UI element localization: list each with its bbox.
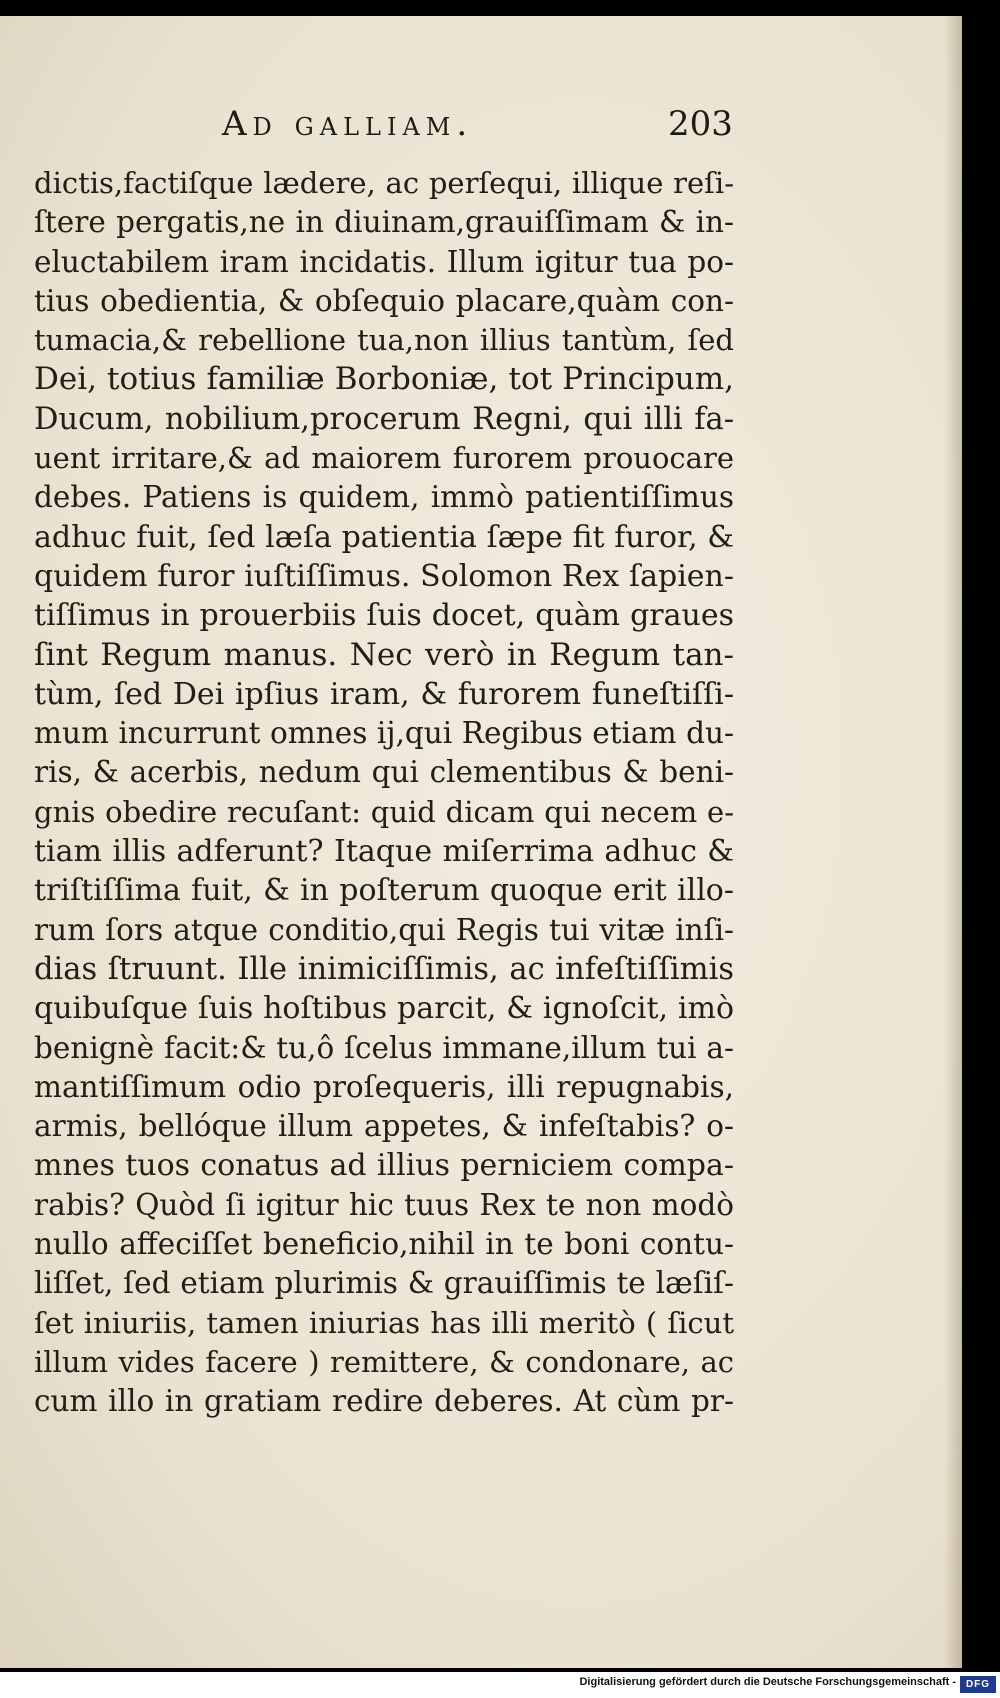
text-line: quidem furor iuſtiſſimus. Solomon Rex ſapien- <box>34 558 734 594</box>
text-line: triſtiſſima fuit, & in poſterum quoque erit illo- <box>34 873 734 909</box>
text-line: ſet iniuriis, tamen iniurias has illi meritò ( ſicut <box>34 1305 734 1340</box>
text-line: ſint Regum manus. Nec verò in Regum tan- <box>34 636 734 673</box>
text-line: Dei, totius familiæ Borboniæ, tot Principum, <box>34 361 734 398</box>
text-line: eluctabilem iram incidatis. Illum igitur tua po- <box>34 244 734 279</box>
text-line: benignè facit:& tu,ô ſcelus immane,illum tui a- <box>34 1030 734 1065</box>
text-line: dictis,factiſque lædere, ac perſequi, illique reſi- <box>34 166 734 200</box>
text-line: armis, bellóque illum appetes, & infeſtabis? o- <box>34 1109 734 1144</box>
text-line: tius obedientia, & obſequio placare,quàm con- <box>34 283 734 318</box>
text-line: mnes tuos conatus ad illius perniciem compa- <box>34 1148 734 1184</box>
text-line: tumacia,& rebellione tua,non illius tantùm, ſed <box>34 323 734 358</box>
text-line: cum illo in gratiam redire deberes. At cùm pr- <box>34 1384 734 1419</box>
digitization-credit: Digitalisierung gefördert durch die Deutsche Forschungsgemeinschaft - <box>579 1676 956 1688</box>
text-line: illum vides facere ) remittere, & condonare, ac <box>34 1344 734 1379</box>
text-line: mum incurrunt omnes ij,qui Regibus etiam du- <box>34 716 734 751</box>
text-line: nullo affeciſſet beneficio,nihil in te boni contu- <box>34 1227 734 1262</box>
body-text <box>34 164 734 1422</box>
book-page <box>0 16 962 1668</box>
text-line: tùm, ſed Dei ipſius iram, & furorem funeſtiſſi- <box>34 676 734 712</box>
text-line: rabis? Quòd ſi igitur hic tuus Rex te non modò <box>34 1187 734 1222</box>
text-line: adhuc fuit, ſed læſa patientia ſæpe fit furor, & <box>34 519 734 555</box>
running-head <box>0 104 962 164</box>
text-line: quibuſque ſuis hoſtibus parcit, & ignoſcit, imò <box>34 991 734 1027</box>
text-line: liſſet, ſed etiam plurimis & grauiſſimis te læſiſ- <box>34 1266 734 1301</box>
running-head-title: Ad galliam. <box>222 104 474 144</box>
text-line: rum ſors atque conditio,qui Regis tui vitæ inſi- <box>34 912 734 947</box>
text-line: debes. Patiens is quidem, immò patientiſſimus <box>34 480 734 515</box>
text-line: gnis obedire recuſant: quid dicam qui necem e- <box>34 794 734 829</box>
text-line: tiam illis adferunt? Itaque miſerrima adhuc & <box>34 834 734 870</box>
text-line: ris, & acerbis, nedum qui clementibus & beni- <box>34 755 734 790</box>
text-line: tiſſimus in prouerbiis ſuis docet, quàm graues <box>34 598 734 634</box>
text-line: mantiſſimum odio proſequeris, illi repugnabis, <box>34 1069 734 1104</box>
dfg-logo-icon: DFG <box>960 1676 996 1693</box>
text-line: dias ſtruunt. Ille inimiciſſimis, ac infeſtiſſimis <box>34 951 734 987</box>
digitization-credit-bar <box>0 1672 1000 1698</box>
page-number: 203 <box>668 104 733 144</box>
text-line: Ducum, nobilium,procerum Regni, qui illi fa- <box>34 401 734 437</box>
text-line: ſtere pergatis,ne in diuinam,grauiſſimam & in- <box>34 205 734 240</box>
text-line: uent irritare,& ad maiorem furorem prouocare <box>34 441 734 476</box>
